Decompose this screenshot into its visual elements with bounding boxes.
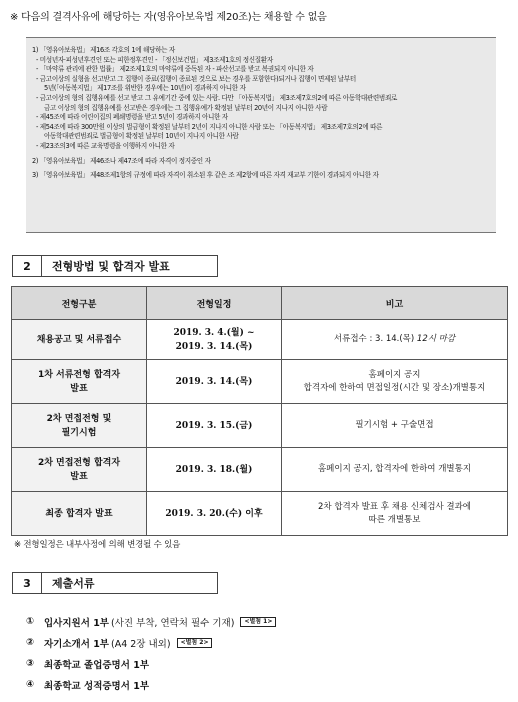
date-text: 2019. 3. 15.(금)	[175, 420, 253, 431]
disqualification-line: 5년(「아동복지법」 제17조를 위반한 경우에는 10년)이 경과하지 아니한 자	[44, 84, 246, 93]
cell-stage	[12, 320, 147, 360]
doc-number: ④	[26, 679, 35, 690]
list-item	[26, 674, 276, 695]
section-3-number: 3	[12, 572, 42, 594]
disqualification-list	[32, 46, 490, 181]
disqualification-line: 2) 「영유아보육법」 제46조나 제47조에 따라 자격이 정지중인 자	[32, 156, 211, 165]
date-text: 2019. 3. 14.(목)	[175, 341, 253, 352]
note-text: 필기시험 + 구술면접	[355, 420, 434, 430]
cell-note	[282, 448, 508, 492]
doc-detail: (A4 2장 내외)	[110, 638, 171, 650]
list-item	[26, 632, 276, 653]
table-row	[12, 448, 508, 492]
cell-date	[147, 360, 282, 404]
note-line	[283, 333, 506, 346]
stage-text: 2차 면접전형 합격자	[37, 457, 121, 468]
disqualification-line: - 제54조에 따라 300만원 이상의 벌금형이 확정된 날부터 2년이 지나지 아니한 사람 또는 「아동복지법」 제3조제7호의2에 따른	[36, 122, 383, 131]
schedule-table	[11, 286, 508, 536]
cell-note	[282, 492, 508, 536]
cell-date	[147, 404, 282, 448]
table-row	[12, 360, 508, 404]
disqualification-line: - 금고이상의 실형을 선고받고 그 집행이 종료(집행이 종료된 것으로 보는 경우를 포함한다)되거나 집행이 면제된 날부터	[36, 74, 356, 83]
note-text: 홈페이지 공지, 합격자에 한하여 개별통지	[317, 464, 472, 474]
doc-name: 자기소개서 1부	[44, 638, 109, 650]
section-2-title: 전형방법 및 합격자 발표	[42, 255, 218, 277]
cell-date	[147, 320, 282, 360]
disqualification-line: 아동학대관련범죄로 벌금형이 확정된 날부터 10년이 지나지 아니한 사람	[44, 132, 239, 141]
disqualification-line: - 금고이상의 형의 집행유예를 선고 받고 그 유예기간 중에 있는 사람. 다만 「아동복지법」 제3조제7호의2에 따른 아동학대관련범죄로	[36, 93, 397, 102]
attachment-tag: <별첨 2>	[177, 638, 213, 648]
disqualification-line: - 제23조의3에 따른 교육명령을 이행하지 아니한 자	[36, 141, 175, 150]
cell-date	[147, 448, 282, 492]
note-line	[283, 419, 506, 432]
documents-list	[26, 611, 276, 695]
disqualification-line: 금고 이상의 형의 집행유예를 선고받은 경우에는 그 집행유예가 확정된 날부터 20년이 지나지 아니한 사람	[44, 103, 328, 112]
note-line	[283, 501, 506, 514]
stage-text: 1차 서류전형 합격자	[37, 369, 121, 380]
section-3-title: 제출서류	[42, 572, 218, 594]
cell-note	[282, 320, 508, 360]
disqualification-line: 3) 「영유아보육법」 제48조제1항의 규정에 따라 자격이 취소된 후 같은 조 제2항에 따른 자격 재교부 기한이 경과되지 아니한 자	[32, 171, 379, 180]
note-line	[283, 514, 506, 527]
section-2-header	[12, 255, 218, 277]
doc-name: 입사지원서 1부	[44, 617, 109, 629]
note-text: 합격자에 한하여 면접일정(시간 및 장소)개별통지	[303, 382, 486, 393]
table-header-row	[12, 287, 508, 320]
date-text: 2019. 3. 14.(목)	[175, 376, 253, 387]
doc-name: 최종학교 졸업증명서 1부	[44, 659, 149, 671]
disqualification-line: - 「마약류 관리에 관한 법률」 제2조제1호의 마약류에 중독된 자 - 파산선고를 받고 복권되지 아니한 자	[36, 65, 314, 74]
doc-detail: (사진 부착, 연락처 필수 기재)	[110, 617, 235, 629]
section-2-number: 2	[12, 255, 42, 277]
schedule-note: ※ 전형일정은 내부사정에 의해 변경될 수 있음	[14, 540, 181, 550]
table-row	[12, 320, 508, 360]
header-note: 비고	[282, 287, 508, 320]
note-text: 서류접수 : 3. 14.(목)	[333, 334, 417, 344]
section-3-header	[12, 572, 218, 594]
stage-text: 채용공고 및 서류접수	[36, 334, 122, 345]
disqualification-box	[26, 37, 496, 233]
cell-stage	[12, 360, 147, 404]
date-text: 2019. 3. 4.(월) ~	[173, 327, 255, 338]
list-item	[26, 653, 276, 674]
doc-number: ①	[26, 616, 35, 627]
doc-number: ③	[26, 658, 35, 669]
list-item	[26, 611, 276, 632]
note-text: 2차 합격자 발표 후 채용 신체검사 결과에	[318, 501, 471, 512]
table-row	[12, 492, 508, 536]
note-deadline: 12시 마감	[416, 334, 456, 344]
stage-text: 최종 합격자 발표	[45, 508, 113, 519]
cell-stage	[12, 404, 147, 448]
cell-stage	[12, 448, 147, 492]
disqualification-line: 1) 「영유아보육법」 제16조 각호의 1에 해당하는 자	[32, 46, 175, 54]
cell-stage	[12, 492, 147, 536]
stage-text: 2차 면접전형 및	[46, 413, 112, 424]
date-text: 2019. 3. 20.(수) 이후	[165, 508, 263, 519]
note-line	[283, 463, 506, 476]
stage-text: 발표	[70, 383, 88, 394]
cell-note	[282, 404, 508, 448]
note-text: 따른 개별통보	[368, 514, 421, 525]
stage-text: 발표	[70, 471, 88, 482]
note-line	[283, 369, 506, 382]
cell-date	[147, 492, 282, 536]
attachment-tag: <별첨 1>	[240, 617, 276, 627]
cell-note	[282, 360, 508, 404]
date-text: 2019. 3. 18.(월)	[175, 464, 253, 475]
doc-number: ②	[26, 637, 35, 648]
header-date: 전형일정	[147, 287, 282, 320]
note-line	[283, 382, 506, 395]
disqualification-line: - 제45조에 따라 어린이집의 폐쇄명령을 받고 5년이 경과하지 아니한 자	[36, 113, 228, 122]
stage-text: 필기시험	[61, 427, 97, 438]
disqualification-intro: ※ 다음의 결격사유에 해당하는 자(영유아보육법 제20조)는 채용할 수 없음	[10, 12, 327, 23]
note-text: 홈페이지 공지	[368, 369, 421, 380]
header-stage: 전형구분	[12, 287, 147, 320]
table-row	[12, 404, 508, 448]
doc-name: 최종학교 성적증명서 1부	[44, 680, 149, 692]
disqualification-line: - 미성년자·피성년후견인 또는 피한정후견인 - 「정신보건법」 제3조제1호의 정신질환자	[36, 55, 273, 64]
